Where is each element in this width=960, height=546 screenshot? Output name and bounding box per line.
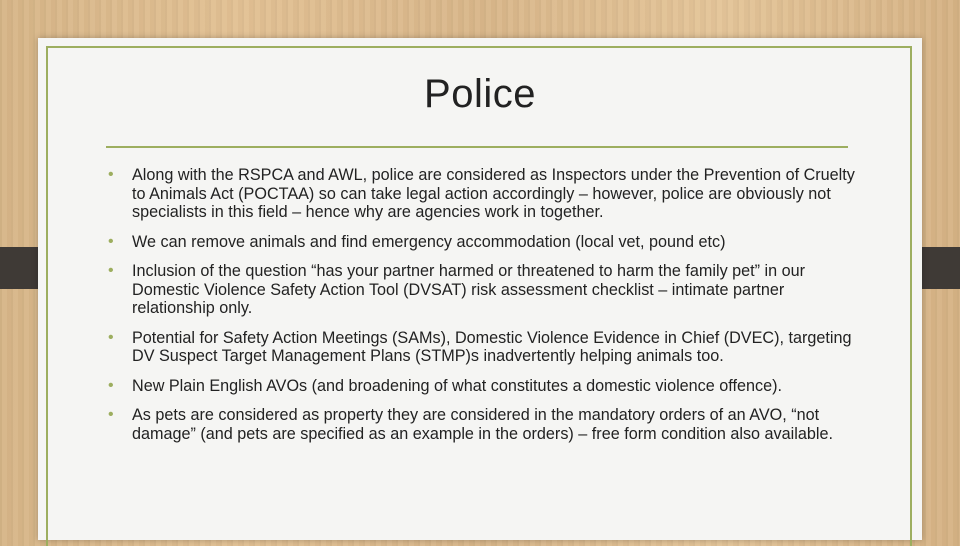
bullet-item <box>108 377 860 396</box>
bullet-text: Along with the RSPCA and AWL, police are considered as Inspectors under the Prevention of Cruelty to Animals Act (POCTAA) so can take legal action accordingly – however, police are obviously not specialists in this field – hence why are agencies work in together. <box>132 166 855 221</box>
bullet-marker-icon: • <box>108 376 114 394</box>
bullet-marker-icon: • <box>108 406 114 423</box>
bullet-marker-icon: • <box>108 232 114 250</box>
bullet-list <box>108 166 860 454</box>
bullet-item <box>108 166 860 222</box>
bullet-text: Potential for Safety Action Meetings (SAMs), Domestic Violence Evidence in Chief (DVEC), targeting DV Suspect Target Management Plans (STMP)s inadvertently helping animals too. <box>132 328 852 365</box>
title-divider <box>106 146 848 148</box>
bullet-text: New Plain English AVOs (and broadening of what constitutes a domestic violence offence). <box>132 376 782 395</box>
bullet-marker-icon: • <box>108 262 114 279</box>
bullet-item <box>108 262 860 318</box>
bullet-item <box>108 233 860 252</box>
bullet-item <box>108 329 860 366</box>
bullet-item <box>108 406 860 443</box>
bullet-text: We can remove animals and find emergency accommodation (local vet, pound etc) <box>132 232 726 251</box>
bullet-text: Inclusion of the question “has your partner harmed or threatened to harm the family pet” in our Domestic Violence Safety Action Tool (DVSAT) risk assessment checklist – intimate partner relationship only. <box>132 262 806 317</box>
slide-title: Police <box>424 72 536 116</box>
bullet-marker-icon: • <box>108 328 114 346</box>
bullet-text: As pets are considered as property they are considered in the mandatory orders of an AVO, “not damage” (and pets are specified as an example in the orders) – free form condition also available. <box>132 406 833 443</box>
bullet-marker-icon: • <box>108 166 114 183</box>
